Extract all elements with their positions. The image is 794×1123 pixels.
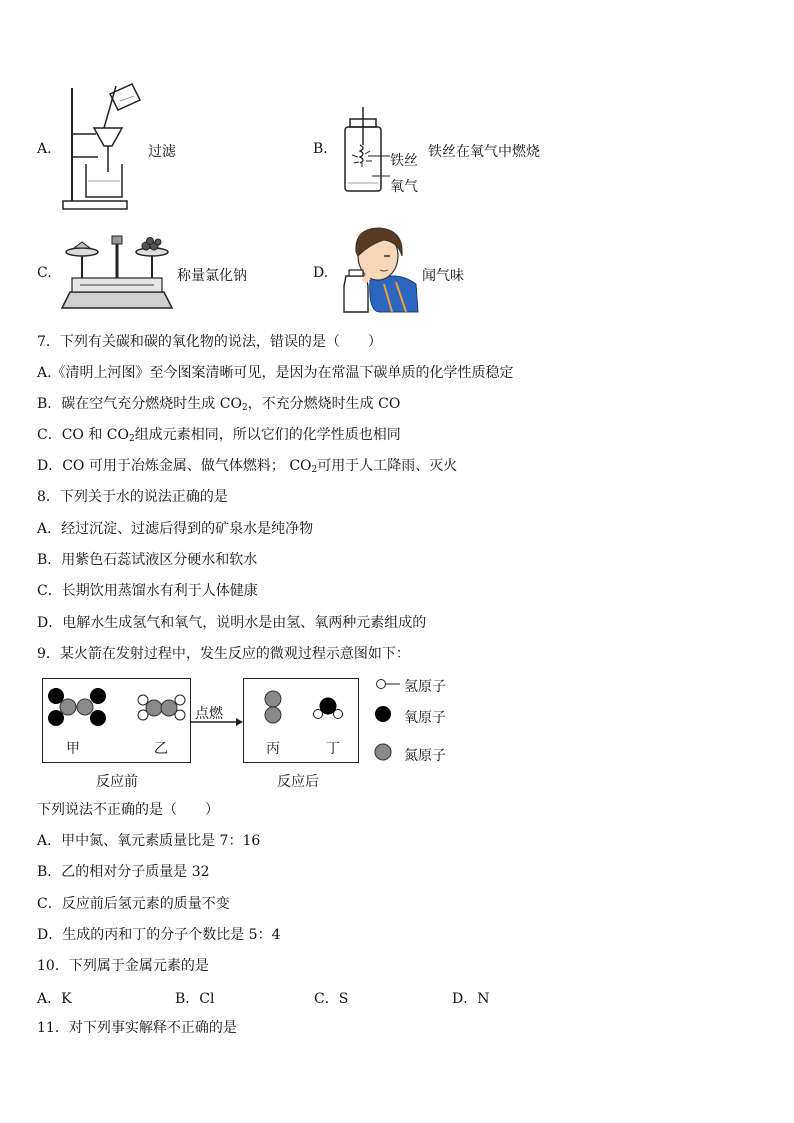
arrow-label: 点燃 — [195, 706, 223, 722]
oxygen-atom — [320, 698, 336, 714]
legend-symbols — [375, 680, 400, 761]
oxygen-atom — [91, 689, 106, 704]
nitrogen-atom — [265, 691, 281, 707]
label-bing: 丙 — [266, 741, 280, 757]
option-c-caption: 称量氯化钠 — [177, 268, 247, 284]
option-a-caption: 过滤 — [148, 144, 176, 160]
molecule-ding — [314, 698, 343, 719]
option-d-letter: D. — [313, 265, 329, 281]
legend-nitrogen-symbol — [375, 744, 391, 760]
q9-option-a: A．甲中氮、氧元素质量比是 7：16 — [37, 833, 261, 849]
molecule-yi — [138, 695, 185, 720]
legend-oxygen-symbol — [375, 706, 391, 722]
option-a-letter: A. — [37, 141, 52, 157]
legend-nitrogen-label: 氮原子 — [404, 748, 446, 764]
q10-option-c: C．S — [314, 991, 349, 1007]
caption-after: 反应后 — [277, 774, 319, 790]
oxygen-atom — [49, 711, 64, 726]
hydrogen-atom — [138, 695, 148, 705]
q8-option-d: D．电解水生成氢气和氧气，说明水是由氢、氧两种元素组成的 — [37, 615, 427, 631]
oxygen-label: 氧气 — [390, 179, 418, 195]
molecule-bing — [265, 691, 281, 723]
q7-option-b-sub: 2 — [241, 403, 248, 413]
nitrogen-atom — [77, 699, 93, 715]
nitrogen-atom — [265, 707, 281, 723]
molecule-jia — [49, 689, 106, 726]
q7-option-d-sub: 2 — [311, 465, 318, 475]
option-d-caption: 闻气味 — [422, 268, 464, 284]
q10-stem: 10．下列属于金属元素的是 — [37, 958, 209, 974]
nitrogen-atom — [60, 699, 76, 715]
q9-stem: 9．某火箭在发射过程中，发生反应的微观过程示意图如下： — [37, 646, 410, 662]
q9-option-c: C．反应前后氢元素的质量不变 — [37, 896, 230, 912]
label-ding: 丁 — [326, 741, 340, 757]
legend-hydrogen-symbol — [377, 680, 386, 689]
nitrogen-atom — [161, 700, 177, 716]
q7-option-a: A.《清明上河图》至今图案清晰可见，是因为在常温下碳单质的化学性质稳定 — [37, 365, 514, 381]
q9-option-d: D．生成的丙和丁的分子个数比是 5：4 — [37, 927, 281, 943]
iron-wire-label: 铁丝 — [390, 153, 418, 169]
option-b-letter: B. — [313, 141, 328, 157]
q11-stem: 11．对下列事实解释不正确的是 — [37, 1020, 237, 1036]
q7-option-d-post: 可用于人工降雨、灭火 — [317, 458, 458, 474]
reaction-arrow-head — [236, 718, 243, 726]
q8-stem: 8．下列关于水的说法正确的是 — [37, 489, 228, 505]
oxygen-atom — [49, 689, 64, 704]
option-b-caption: 铁丝在氧气中燃烧 — [428, 144, 540, 160]
legend-oxygen-label: 氧原子 — [404, 710, 446, 726]
q10-option-b: B．Cl — [175, 991, 215, 1007]
label-yi: 乙 — [154, 741, 168, 757]
q9-question: 下列说法不正确的是（ ） — [37, 802, 219, 818]
q10-option-a: A．K — [37, 991, 72, 1007]
q7-option-c-sub: 2 — [129, 434, 135, 444]
nitrogen-atom — [146, 700, 162, 716]
hydrogen-atom — [175, 695, 185, 705]
q7-option-b-pre: B．碳在空气充分燃烧时生成 CO — [37, 396, 242, 412]
legend-hydrogen-label: 氢原子 — [404, 679, 446, 695]
q8-option-b: B．用紫色石蕊试液区分硬水和软水 — [37, 552, 258, 568]
caption-before: 反应前 — [96, 774, 138, 790]
label-jia: 甲 — [66, 741, 80, 757]
q7-option-c-pre: C．CO 和 CO — [37, 427, 129, 443]
option-c-letter: C. — [37, 265, 52, 281]
q7-option-c-post: 组成元素相同，所以它们的化学性质也相同 — [134, 427, 401, 443]
q8-option-a: A．经过沉淀、过滤后得到的矿泉水是纯净物 — [37, 521, 314, 537]
q10-option-d: D．N — [452, 991, 490, 1007]
q7-option-d-pre: D．CO 可用于冶炼金属、做气体燃料； CO — [37, 458, 312, 474]
q9-option-b: B．乙的相对分子质量是 32 — [37, 864, 210, 880]
q8-option-c: C．长期饮用蒸馏水有利于人体健康 — [37, 583, 258, 599]
q7-stem: 7．下列有关碳和碳的氧化物的说法，错误的是（ ） — [37, 334, 382, 350]
oxygen-atom — [91, 711, 106, 726]
q7-option-b-post: ，不充分燃烧时生成 CO — [247, 396, 401, 412]
